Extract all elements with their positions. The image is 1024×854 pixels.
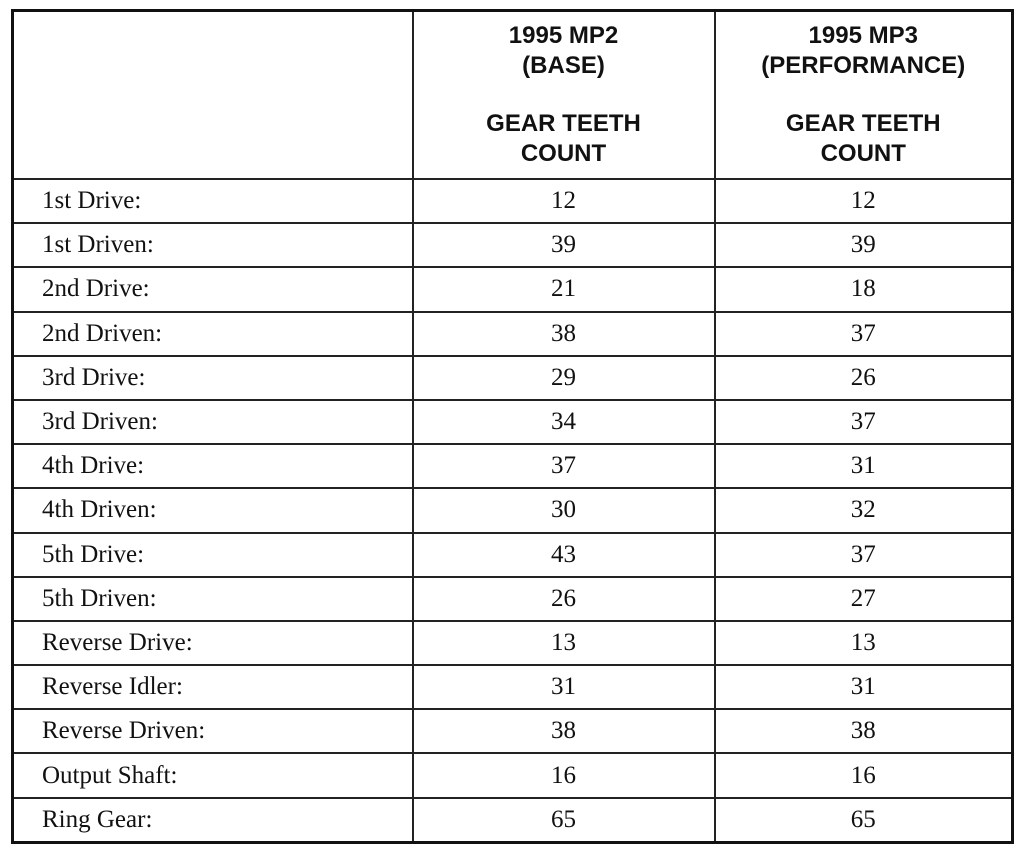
mp2-value: 31 — [413, 665, 715, 709]
mp3-value: 31 — [715, 444, 1013, 488]
table-row — [13, 709, 1013, 753]
row-label: 3rd Driven: — [13, 400, 413, 444]
table-row — [13, 356, 1013, 400]
mp3-value: 38 — [715, 709, 1013, 753]
row-label: 5th Drive: — [13, 533, 413, 577]
mp2-value: 43 — [413, 533, 715, 577]
mp2-model-label: 1995 MP2 — [508, 22, 619, 49]
row-label: 4th Drive: — [13, 444, 413, 488]
table-row — [13, 179, 1013, 223]
mp3-value: 37 — [715, 400, 1013, 444]
mp2-value: 39 — [413, 223, 715, 267]
table-row — [13, 798, 1013, 843]
row-label: 1st Drive: — [13, 179, 413, 223]
mp3-value: 13 — [715, 621, 1013, 665]
mp2-value: 37 — [413, 444, 715, 488]
row-label: 1st Driven: — [13, 223, 413, 267]
mp3-value: 16 — [715, 753, 1013, 797]
mp2-value: 12 — [413, 179, 715, 223]
mp3-value: 12 — [715, 179, 1013, 223]
mp3-value: 27 — [715, 577, 1013, 621]
mp3-model-label: 1995 MP3 — [808, 22, 918, 49]
mp2-metric-line1: GEAR TEETH — [486, 110, 641, 137]
mp2-value: 34 — [413, 400, 715, 444]
table-row — [13, 533, 1013, 577]
row-label: Reverse Driven: — [13, 709, 413, 753]
table-row — [13, 621, 1013, 665]
header-mp2 — [413, 11, 715, 180]
table-body — [13, 179, 1013, 843]
mp2-value: 26 — [413, 577, 715, 621]
row-label: 3rd Drive: — [13, 356, 413, 400]
table-row — [13, 488, 1013, 532]
table-header — [13, 11, 1013, 180]
row-label: 2nd Driven: — [13, 312, 413, 356]
mp2-variant-label: (BASE) — [522, 52, 605, 79]
mp3-value: 37 — [715, 312, 1013, 356]
table-row — [13, 444, 1013, 488]
mp2-value: 21 — [413, 267, 715, 311]
mp2-value: 38 — [413, 312, 715, 356]
mp2-metric-line2: COUNT — [520, 140, 607, 167]
table-row — [13, 267, 1013, 311]
mp3-value: 31 — [715, 665, 1013, 709]
row-label: Reverse Idler: — [13, 665, 413, 709]
row-label: 2nd Drive: — [13, 267, 413, 311]
table-row — [13, 223, 1013, 267]
mp2-value: 13 — [413, 621, 715, 665]
table-row — [13, 753, 1013, 797]
mp3-variant-label: (PERFORMANCE) — [761, 52, 966, 79]
header-row — [13, 11, 1013, 180]
table-row — [13, 312, 1013, 356]
mp2-value: 29 — [413, 356, 715, 400]
document-frame — [11, 9, 1011, 844]
table-row — [13, 665, 1013, 709]
row-label: Ring Gear: — [13, 798, 413, 843]
row-label: Output Shaft: — [13, 753, 413, 797]
mp2-value: 38 — [413, 709, 715, 753]
mp3-value: 26 — [715, 356, 1013, 400]
row-label: Reverse Drive: — [13, 621, 413, 665]
mp3-value: 37 — [715, 533, 1013, 577]
mp3-value: 65 — [715, 798, 1013, 843]
mp3-value: 18 — [715, 267, 1013, 311]
mp3-metric-line2: COUNT — [820, 140, 906, 167]
header-mp3 — [715, 11, 1013, 180]
mp3-metric-line1: GEAR TEETH — [785, 110, 941, 137]
mp3-value: 32 — [715, 488, 1013, 532]
table-row — [13, 577, 1013, 621]
mp3-value: 39 — [715, 223, 1013, 267]
row-label: 5th Driven: — [13, 577, 413, 621]
mp2-value: 16 — [413, 753, 715, 797]
mp2-value: 65 — [413, 798, 715, 843]
table-row — [13, 400, 1013, 444]
header-empty-cell — [13, 11, 413, 180]
mp2-value: 30 — [413, 488, 715, 532]
gear-teeth-table — [11, 9, 1014, 844]
row-label: 4th Driven: — [13, 488, 413, 532]
